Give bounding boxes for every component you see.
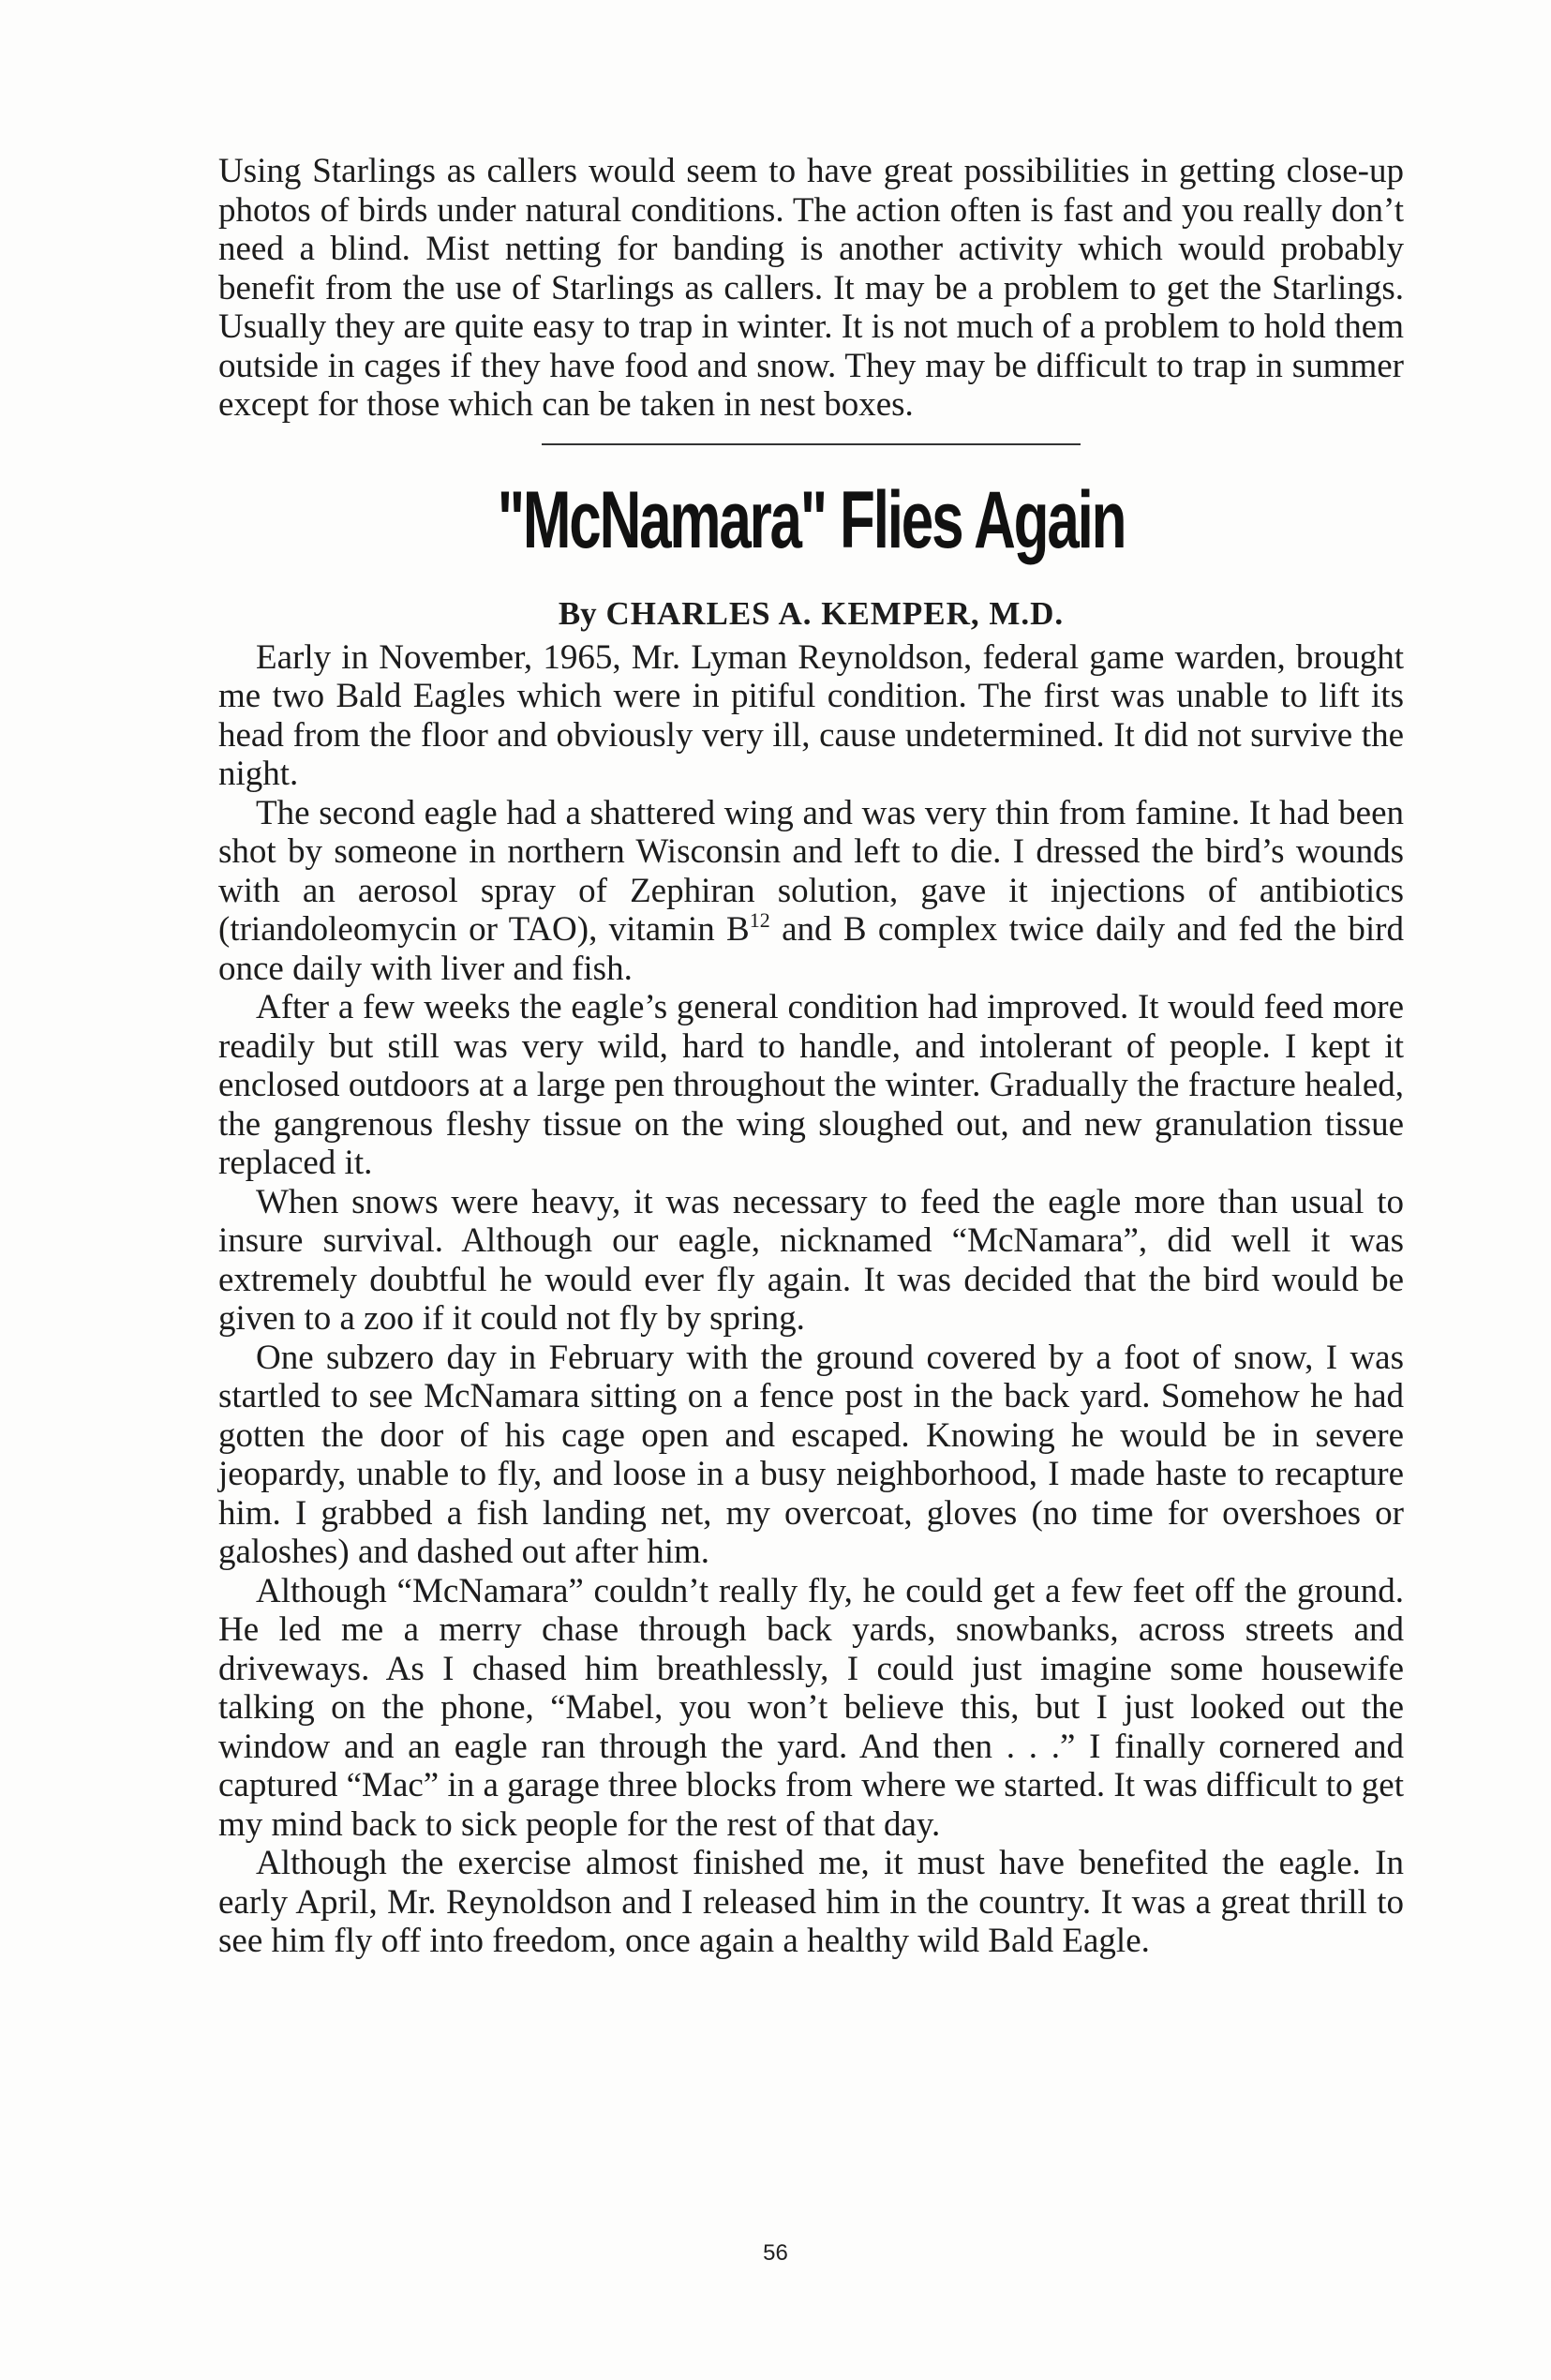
- article-paragraph-6: Although “McNamara” couldn’t really fly, he could get a few feet off the ground. He led me a merry chase through back yards, snowbanks, across streets and driveways. As I chased him breathlessly, I could just imagine some housewife talking on the phone, “Mabel, you won’t believe this, but I just looked out the window and an eagle ran through the yard. And then . . .” I finally cornered and captured “Mac” in a garage three blocks from where we started. It was difficult to get my mind back to sick people for the rest of that day.: [218, 1571, 1405, 1844]
- article-paragraph-7: Although the exercise almost finished me, it must have benefited the eagle. In early April, Mr. Reynoldson and I released him in the country. It was a great thrill to see him fly off into freedom, once again a healthy wild Bald Eagle.: [218, 1844, 1404, 1960]
- article-paragraph-1: Early in November, 1965, Mr. Lyman Reynoldson, federal game warden, brought me two Bald Eagles which were in pitiful condition. The first was unable to lift its head from the floor and obviously very ill, cause undetermined. It did not survive the night.: [218, 637, 1404, 793]
- byline-author: CHARLES A. KEMPER, M.D.: [605, 594, 1065, 632]
- byline-prefix: By: [558, 594, 597, 632]
- article-title: "McNamara" Flies Again: [497, 474, 1126, 565]
- text-column: [218, 152, 1404, 1961]
- article-paragraph-5: One subzero day in February with the ground covered by a foot of snow, I was startled to see McNamara sitting on a fence post in the back yard. Somehow he had gotten the door of his cage open and escaped. Knowing he would be in severe jeopardy, unable to fly, and loose in a busy neighborhood, I made haste to recapture him. I grabbed a fish landing net, my overcoat, gloves (no time for overshoes or galoshes) and dashed out after him.: [218, 1338, 1404, 1571]
- article-paragraph-2: [218, 794, 1404, 989]
- article-byline: [218, 593, 1404, 635]
- paragraph-2-text-before: The second eagle had a shattered wing and was very thin from famine. It had been shot by someone in northern Wisconsin and left to die. I dressed the bird’s wounds with an aerosol spray of Zephiran solution, gave it injections of antibiotics (triandoleomycin or TAO), vitamin B: [218, 793, 1404, 949]
- article-paragraph-3: After a few weeks the eagle’s general condition had improved. It would feed more readily but still was very wild, hard to handle, and intolerant of people. I kept it enclosed outdoors at a large pen throughout the winter. Gradually the fracture healed, the gangrenous fleshy tissue on the wing sloughed out, and new granulation tissue replaced it.: [218, 988, 1404, 1182]
- paragraph-2-text-after: and B complex twice daily and fed the bird once daily with liver and fish.: [218, 910, 1404, 988]
- page-number: 56: [763, 2240, 788, 2266]
- section-divider: [542, 443, 1081, 445]
- article-paragraph-4: When snows were heavy, it was necessary to feed the eagle more than usual to insure survival. Although our eagle, nicknamed “McNamara”, did well it was extremely doubtful he would ever fly again. It was decided that the bird would be given to a zoo if it could not fly by spring.: [218, 1182, 1404, 1338]
- vitamin-superscript: 12: [749, 908, 770, 932]
- intro-paragraph: Using Starlings as callers would seem to have great possibilities in getting close-up photos of birds under natural conditions. The action often is fast and you really don’t need a blind. Mist netting for banding is another activity which would probably benefit from the use of Starlings as callers. It may be a problem to get the Starlings. Usually they are quite easy to trap in winter. It is not much of a problem to hold them outside in cages if they have food and snow. They may be difficult to trap in summer except for those which can be taken in nest boxes.: [218, 152, 1404, 424]
